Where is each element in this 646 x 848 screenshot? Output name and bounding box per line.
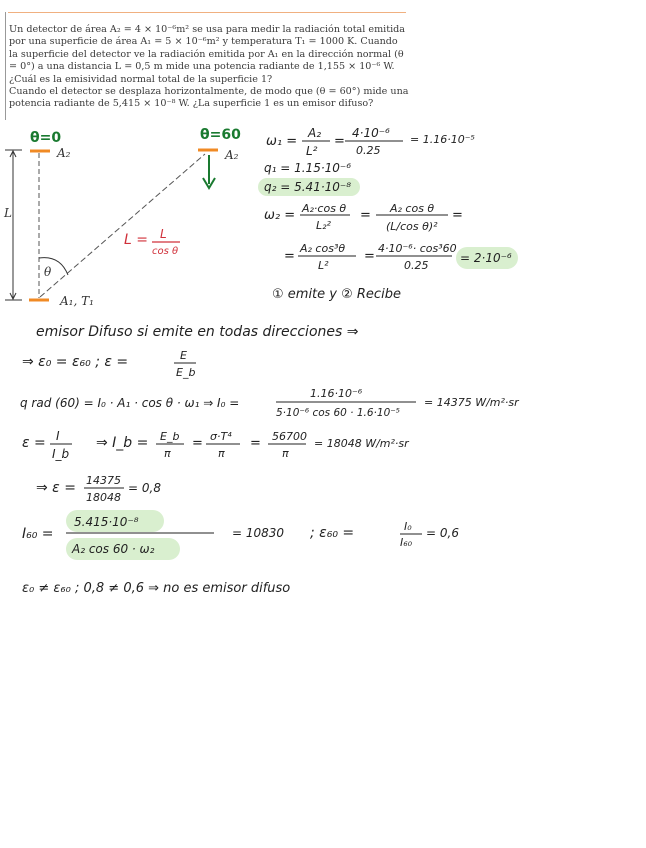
w2-num3: A₂ cos³θ [300,242,346,255]
emits-receives: ① emite y ② Recibe [272,287,401,302]
w1-lhs: ω₁ = [266,134,298,149]
q1-value: q₁ = 1.15·10⁻⁶ [264,161,352,175]
eps-val-result: = 0,8 [128,481,161,495]
a2b-label: A₂ [225,148,239,162]
w2-eq: = [360,208,371,223]
eps-val-lhs: ⇒ ε = [36,480,76,496]
w1-eq: = [334,134,345,149]
diffuse-analysis [20,324,520,596]
ib-den2: π [218,447,225,460]
solid-angle-notes [258,126,518,302]
theta0-label: θ=0 [30,130,62,146]
w2-lhs: ω₂ = [264,208,296,223]
red-formula-num: L [160,227,167,241]
theta-label: θ [44,265,52,279]
qrad-line: q rad (60) = I₀ · A₁ · cos θ · ω₁ ⇒ I₀ = [20,396,240,410]
w2-eq3: = [364,249,375,264]
eps-val-num: 14375 [86,474,121,487]
e60-result: = 0,6 [426,526,459,540]
ib-num2: σ·T⁴ [210,430,232,443]
cond-den: E_b [176,366,196,379]
w2-den2: (L/cos θ)² [386,220,438,233]
diffuse-definition: emisor Difuso si emite en todas direcciones ⇒ [36,324,359,340]
eps-num: I [56,429,60,443]
a1t1-label: A₁, T₁ [60,294,94,308]
i60-lhs: I₆₀ = [22,526,54,542]
ib-num3: 56700 [272,430,307,443]
ib-num: E_b [160,430,180,443]
w2-den3: L² [318,259,329,272]
qrad-num: 1.16·10⁻⁶ [310,387,363,400]
theta60-label: θ=60 [200,127,241,143]
w1-num: A₂ [308,126,322,140]
qrad-den: 5·10⁻⁶ cos 60 · 1.6·10⁻⁵ [276,407,400,419]
eps-den: I_b [52,447,70,461]
w1-num2: 4·10⁻⁶ [352,126,390,140]
condition-line: ⇒ ε₀ = ε₆₀ ; ε = [22,354,129,370]
w2-result: = 2·10⁻⁶ [460,251,512,265]
e60-num: I₀ [404,520,412,533]
conclusion: ε₀ ≠ ε₆₀ ; 0,8 ≠ 0,6 ⇒ no es emisor difuso [22,581,291,596]
i60-den: A₂ cos 60 · ω₂ [72,542,155,556]
w2-den: L₂² [316,219,331,232]
red-formula-den: cos θ [152,246,179,257]
ib-lhs: ⇒ I_b = [96,435,149,451]
w1-result: = 1.16·10⁻⁵ [410,133,475,146]
w2-line2-eq: = [284,249,295,264]
w1-den: L² [306,144,318,158]
ib-eq: = [192,436,203,451]
e60-den: I₆₀ [400,536,413,549]
w2-num: A₂·cos θ [302,202,347,215]
w1-den2: 0.25 [356,144,381,157]
ib-eq2: = [250,436,261,451]
red-formula-lhs: L = [124,232,148,248]
ib-den: π [164,447,171,460]
l-label: L [4,206,12,220]
ib-result: = 18048 W/m²·sr [314,437,409,450]
ib-den3: π [282,447,289,460]
problem-paragraph-1: Un detector de área A₂ = 4 × 10⁻⁶m² se usa para medir la radiación total emitida por una superficie de área A₁ = 5 × 10⁻⁶m² y temperatura T₁ = 1000 K. Cuando la superficie del detector ve la radiación emitida por A₁ en la dirección normal (θ = 0°) a una distancia L = 0,5 m mide una potencia radiante de 1,155 × 10⁻⁶ W. ¿Cuál es la emisividad normal total de la superficie 1? [9,24,406,85]
w2-num2: A₂ cos θ [390,202,435,215]
i60-result: = 10830 [232,526,285,540]
problem-paragraph-2: Cuando el detector se desplaza horizontalmente, de modo que (θ = 60°) mide una potencia radiante de 5,415 × 10⁻⁸ W. ¿La superficie 1 es un emisor difuso? [9,86,409,110]
w2-num4: 4·10⁻⁶· cos³60 [378,242,457,255]
angle-dashed-line [40,154,205,297]
a2-label: A₂ [57,146,71,160]
eps-val-den: 18048 [86,491,121,504]
e60-lhs: ; ε₆₀ = [310,525,355,541]
diagram [3,127,241,308]
cond-num: E [180,349,187,362]
w2-den4: 0.25 [404,259,429,272]
eps-lhs: ε = [22,435,46,451]
q2-value: q₂ = 5.41·10⁻⁸ [264,180,352,194]
w2-eq2: = [452,208,463,223]
qrad-result: = 14375 W/m²·sr [424,396,519,409]
i60-num: 5.415·10⁻⁸ [74,515,139,529]
